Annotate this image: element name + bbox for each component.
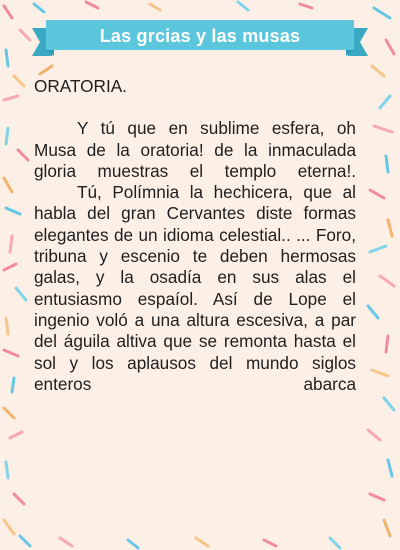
paragraph: Y tú que en sublime esfera, oh Musa de la oratoria! de la inmaculada gloria muestras el templo eterna!. — [34, 118, 356, 181]
section-heading: ORATORIA. — [34, 76, 127, 96]
paragraph: Tú, Polímnia la hechicera, que al habla del gran Cervantes diste formas elegantes de un idioma celestial.. ... Foro, tribuna y escenio te deben hermosas galas, y la osadía en sus alas el entusiasmo espaíol. Así de Lope el ingenio voló a una altura escesiva, a par del águila altiva que se remonta hasta el sol y los aplausos del mundo siglos enteros abarca — [34, 182, 356, 394]
title-ribbon — [32, 16, 368, 60]
document-body — [34, 76, 356, 395]
banner-title: Las grcias y las musas — [99, 26, 301, 46]
